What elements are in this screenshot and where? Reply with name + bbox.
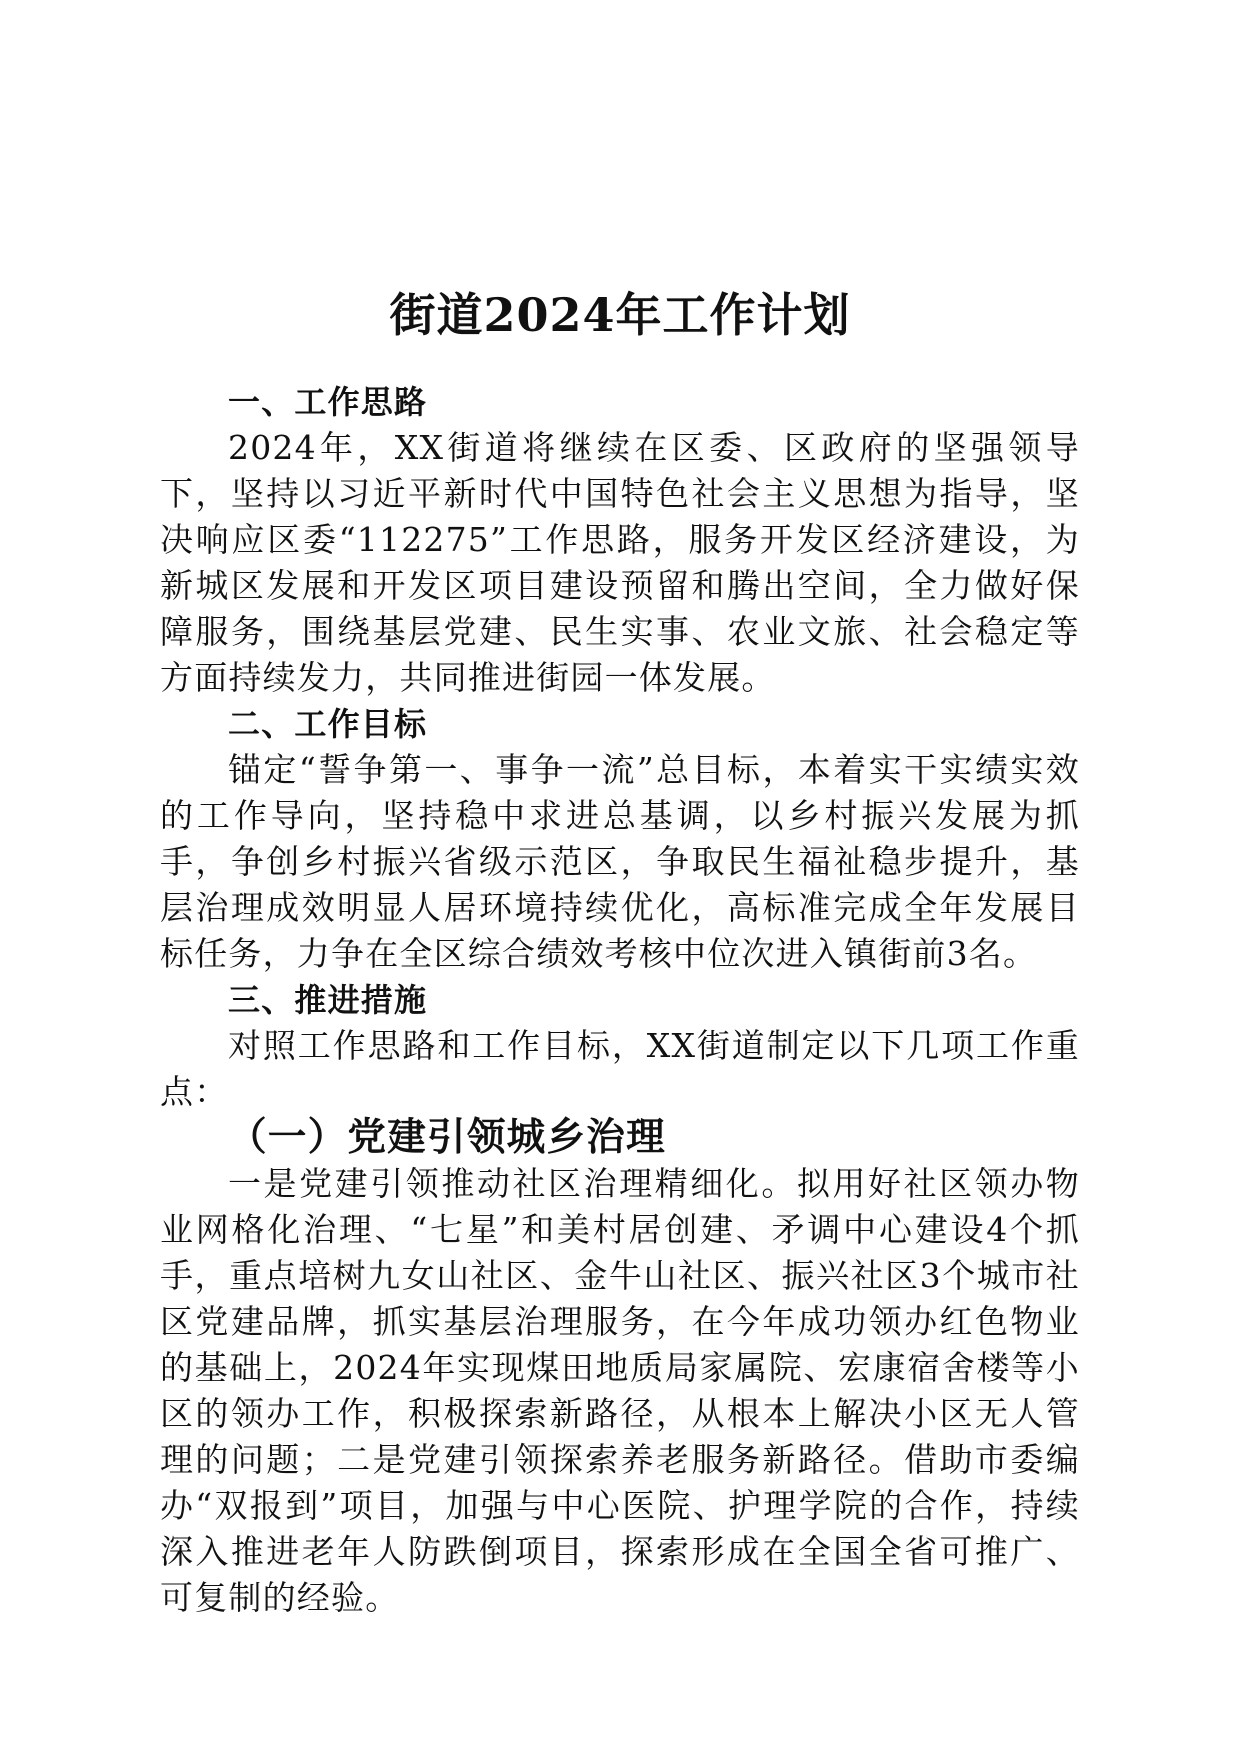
- paragraph: 一是党建引领推动社区治理精细化。拟用好社区领办物业网格化治理、“七星”和美村居创建、矛调中心建设4个抓手，重点培树九女山社区、金牛山社区、振兴社区3个城市社区党建品牌，抓实基层治理服务，在今年成功领办红色物业的基础上，2024年实现煤田地质局家属院、宏康宿舍楼等小区的领办工作，积极探索新路径，从根本上解决小区无人管理的问题；二是党建引领探索养老服务新路径。借助市委编办“双报到”项目，加强与中心医院、护理学院的合作，持续深入推进老年人防跌倒项目，探索形成在全国全省可推广、可复制的经验。: [160, 1164, 1080, 1617]
- subsection-heading: （一）党建引领城乡治理: [228, 1115, 666, 1160]
- section-work-goals: [160, 701, 1080, 977]
- section-measures: [160, 977, 1080, 1621]
- section-heading: 一、工作思路: [228, 383, 428, 421]
- document-title: 街道2024年工作计划: [389, 287, 851, 342]
- paragraph: 锚定“誓争第一、事争一流”总目标，本着实干实绩实效的工作导向，坚持稳中求进总基调，以乡村振兴发展为抓手，争创乡村振兴省级示范区，争取民生福祉稳步提升，基层治理成效明显人居环境持续优化，高标准完成全年发展目标任务，力争在全区综合绩效考核中位次进入镇街前3名。: [160, 750, 1080, 973]
- section-heading: 二、工作目标: [228, 705, 428, 743]
- paragraph: 对照工作思路和工作目标，XX街道制定以下几项工作重点：: [160, 1026, 1080, 1111]
- section-work-approach: [160, 379, 1080, 701]
- paragraph: 2024年，XX街道将继续在区委、区政府的坚强领导下，坚持以习近平新时代中国特色社会主义思想为指导，坚决响应区委“112275”工作思路，服务开发区经济建设，为新城区发展和开发区项目建设预留和腾出空间，全力做好保障服务，围绕基层党建、民生实事、农业文旅、社会稳定等方面持续发力，共同推进街园一体发展。: [160, 428, 1080, 697]
- section-heading: 三、推进措施: [228, 981, 428, 1019]
- document-body: [160, 379, 1080, 1621]
